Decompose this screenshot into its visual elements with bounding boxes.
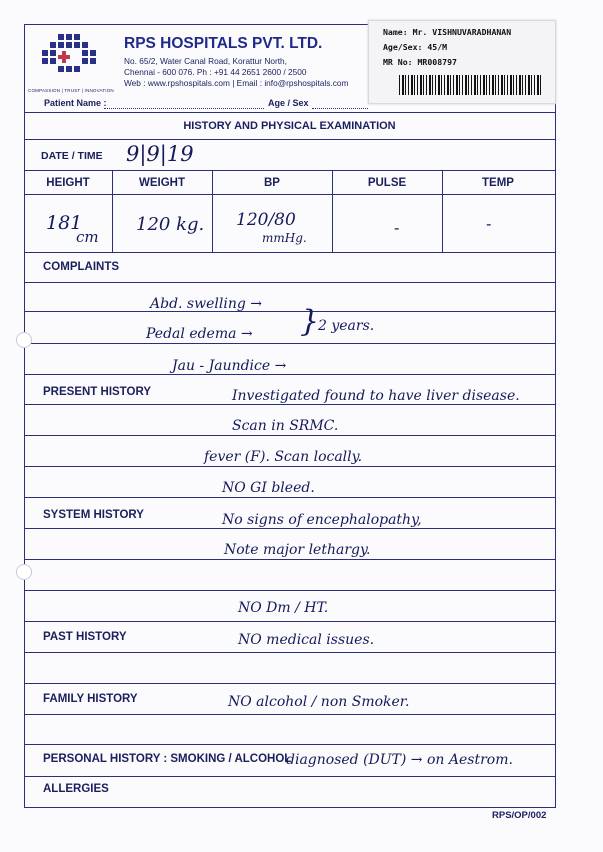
family-history-line-1: NO alcohol / non Smoker. [228,694,410,710]
family-history-label: FAMILY HISTORY [43,693,138,705]
sticker-name: Name: Mr. VISHNUVARADHANAN [383,27,512,37]
rule-line [24,652,555,653]
vitals-header-bp: BP [264,177,280,189]
rule-title-bottom [24,139,555,140]
rule-line [24,343,555,344]
complaint-line-1: Abd. swelling → [150,296,262,312]
sticker-age-sex: Age/Sex: 45/M [383,42,448,52]
sticker-barcode [399,75,541,95]
pulse-value: - [394,218,400,237]
rule-line [24,497,555,498]
past-history-line-1: NO medical issues. [238,632,375,648]
temp-value: - [486,214,492,233]
past-history-label: PAST HISTORY [43,631,127,643]
complaint-brace: } [300,304,320,339]
form-frame [24,24,556,808]
hospital-name: RPS HOSPITALS PVT. LTD. [124,35,323,52]
patient-sticker [368,20,556,104]
rule-date-bottom [24,170,555,171]
rule-line [24,374,555,375]
form-code: RPS/OP/002 [492,810,547,821]
vitals-header-pulse: PULSE [367,177,407,189]
height-value: 181 [46,212,83,234]
allergies-label: ALLERGIES [43,783,109,795]
hospital-logo [40,32,102,86]
punch-hole-bottom [16,564,32,580]
bp-value: 120/80 [236,210,296,230]
vitals-header-height: HEIGHT [46,177,90,189]
date-time-label: DATE / TIME [41,150,103,162]
bp-unit: mmHg. [262,231,307,245]
vitals-header-weight: WEIGHT [139,177,185,189]
present-history-line-1: Investigated found to have liver disease. [232,388,520,404]
personal-history-line-1: diagnosed (DUT) → on Aestrom. [286,752,513,768]
vitals-header-temp: TEMP [482,177,514,189]
rule-line [24,590,555,591]
hospital-address-2: Chennai - 600 076. Ph : +91 44 2651 2600 / 2500 [124,67,307,77]
system-history-line-2: Note major lethargy. [224,542,371,558]
rule-title-top [24,112,555,113]
patient-name-dots [104,108,264,109]
rule-line [24,776,555,777]
rule-line [24,282,555,283]
rule-line [24,714,555,715]
system-history-label: SYSTEM HISTORY [43,509,144,521]
rule-line [24,559,555,560]
age-sex-dots [312,108,368,109]
hospital-tagline: COMPASSION | TRUST | INNOVATION [28,88,114,93]
rule-vitals-header [24,194,555,195]
system-history-line-3: NO Dm / HT. [238,600,329,616]
present-history-line-2: Scan in SRMC. [232,418,339,434]
patient-name-label: Patient Name : [44,98,107,108]
rule-line [24,404,555,405]
punch-hole-top [16,332,32,348]
sticker-mr-no: MR No: MR008797 [383,57,457,67]
rule-line [24,311,555,312]
complaint-duration: 2 years. [318,318,375,334]
age-sex-label: Age / Sex [268,98,309,108]
complaint-line-2: Pedal edema → [146,326,253,342]
complaints-label: COMPLAINTS [43,261,120,273]
hospital-address-1: No. 65/2, Water Canal Road, Korattur North, [124,56,287,66]
present-history-line-4: NO GI bleed. [222,480,315,496]
hospital-address-3: Web : www.rpshospitals.com | Email : info@rpshospitals.com [124,78,349,88]
form-title: HISTORY AND PHYSICAL EXAMINATION [183,120,396,132]
system-history-line-1: No signs of encephalopathy, [222,512,422,528]
rule-line [24,683,555,684]
weight-value: 120 kg. [136,214,205,235]
rule-line [24,744,555,745]
rule-line [24,466,555,467]
complaint-line-3: Jau - Jaundice → [172,358,287,374]
rule-vitals-bottom [24,252,555,253]
present-history-label: PRESENT HISTORY [43,386,151,398]
present-history-line-3: fever (F). Scan locally. [204,449,363,465]
rule-line [24,621,555,622]
height-unit: cm [76,228,99,246]
rule-line [24,435,555,436]
rule-line [24,528,555,529]
date-value: 9|9|19 [126,142,194,166]
personal-history-label: PERSONAL HISTORY : SMOKING / ALCOHOL [43,753,292,765]
